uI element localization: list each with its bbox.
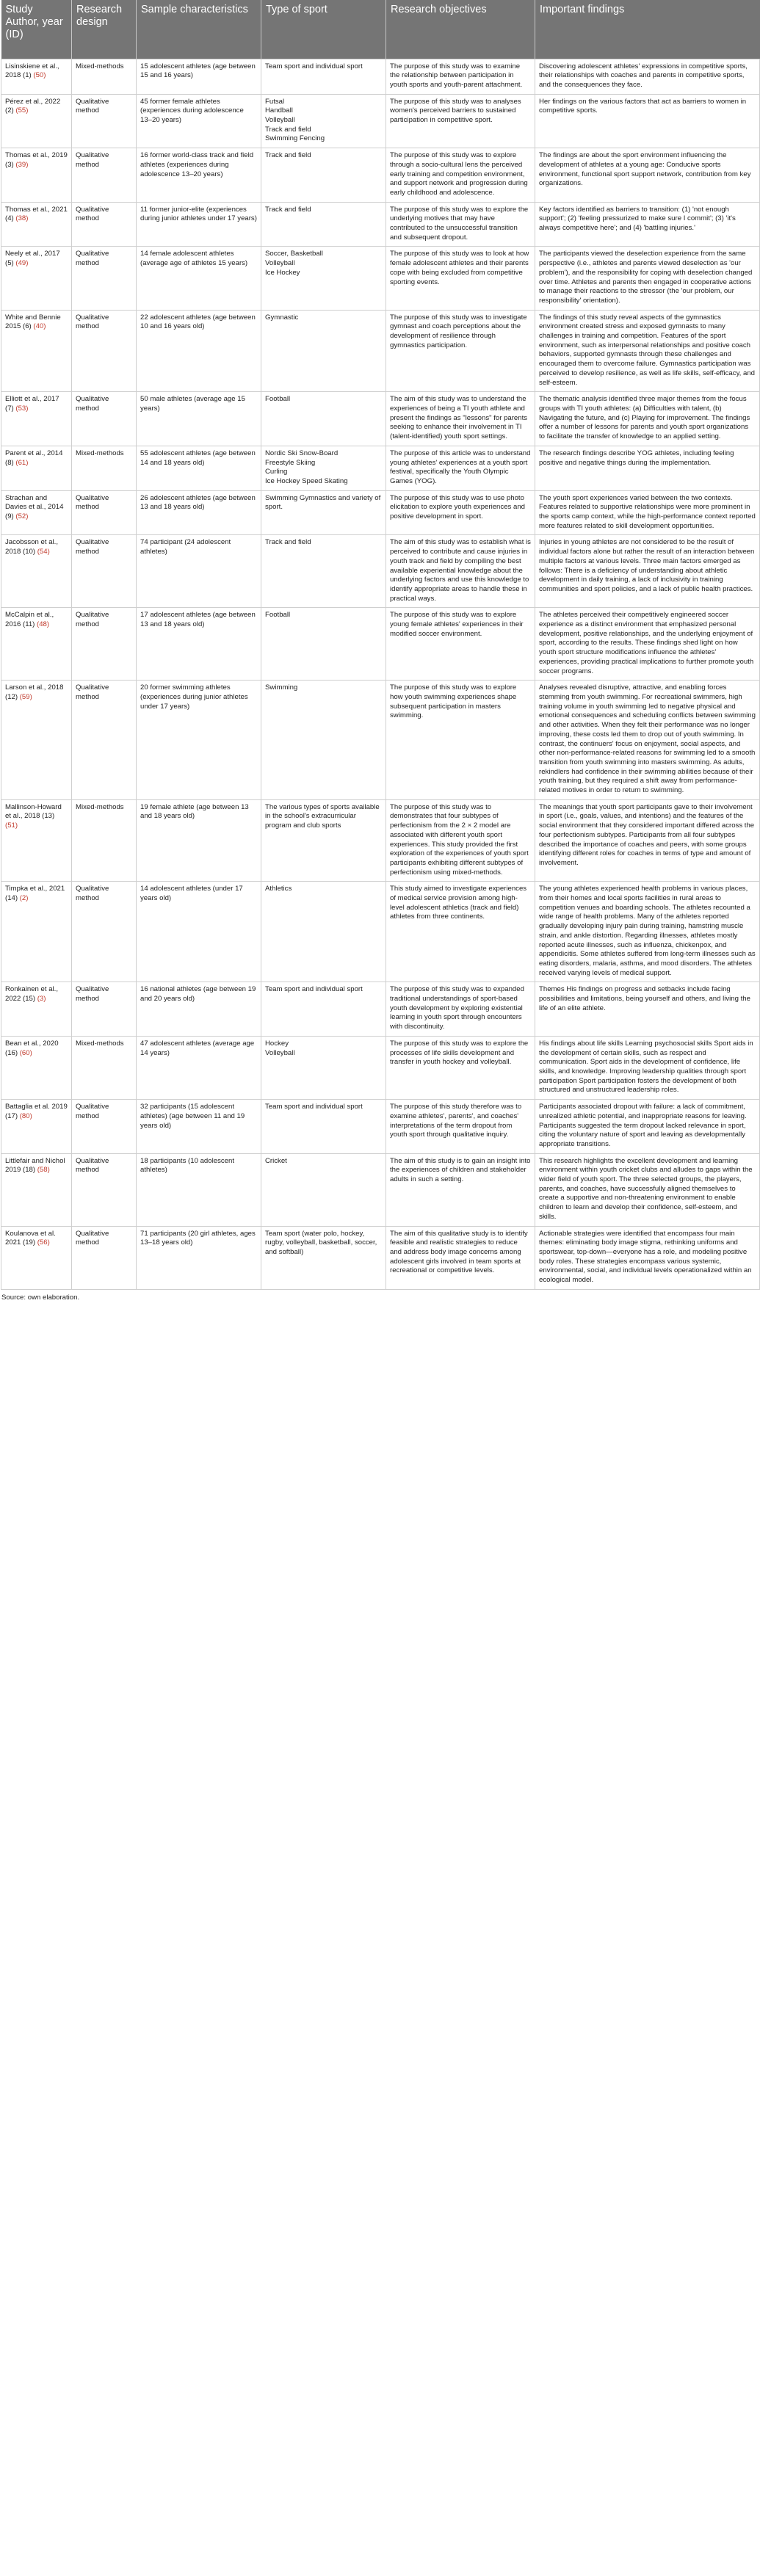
cell-design: Qualitative method	[72, 1226, 137, 1289]
reference-link[interactable]: (60)	[19, 1048, 32, 1057]
cell-sport	[261, 1226, 386, 1289]
header-sport: Type of sport	[261, 0, 386, 59]
cell-sport	[261, 681, 386, 799]
reference-link[interactable]: (2)	[19, 894, 29, 903]
cell-objective: This study aimed to investigate experiences of medical service provision among high-level adolescent athletics (track and field) athletes from three continents.	[386, 882, 535, 982]
cell-sport	[261, 608, 386, 681]
cell-sample: 50 male athletes (average age 15 years)	[137, 392, 261, 446]
sport-item: Swimming Fencing	[265, 134, 325, 143]
cell-author	[1, 247, 72, 310]
cell-design: Mixed-methods	[72, 1036, 137, 1099]
cell-findings: The young athletes experienced health problems in various places, from their homes and local sports facilities in rural areas to competition venues and boarding schools. The athletes recounted a wide range of health problems. Many of the athletes reported gradually developing injury pain during training, hamstring muscle strain, and ankle distortion. Regarding illnesses, athletes mostly reported acute illnesses, such as influenza, chickenpox, and appendicitis. Some athletes suffered from long-term illnesses such as eating disorders, malaria, asthma, and mood disorders. The athletes received varying levels of medical support.	[535, 882, 760, 982]
sport-item: Ice Hockey Speed Skating	[265, 476, 348, 485]
cell-objective: The purpose of this article was to understand young athletes' experiences at a youth sport festival, specifically the Youth Olympic Games (YOG).	[386, 446, 535, 490]
sport-item: Swimming	[265, 683, 298, 692]
sport-item: Soccer, Basketball	[265, 250, 323, 258]
sport-item: Swimming Gymnastics and variety of sport.	[265, 493, 381, 512]
cell-sample: 17 adolescent athletes (age between 13 and 18 years old)	[137, 608, 261, 681]
cell-author	[1, 446, 72, 490]
cell-findings: The findings are about the sport environment influencing the development of athletes at a young age: Conducive sports environment, functional sport support network, contribution from key organizations.	[535, 148, 760, 203]
cell-objective: The purpose of this study was to examine the relationship between participation in youth sports and youth-parent attachment.	[386, 59, 535, 94]
sport-item: Gymnastic	[265, 313, 299, 322]
cell-objective: The purpose of this study was to explore the processes of life skills development and transfer in youth hockey and volleyball.	[386, 1036, 535, 1099]
source-note: Source: own elaboration.	[1, 1293, 80, 1302]
cell-sport	[261, 148, 386, 203]
reference-link[interactable]: (80)	[19, 1111, 32, 1120]
sport-item: Athletics	[265, 885, 292, 893]
author-text: Elliott et al., 2017 (7)	[5, 395, 59, 413]
cell-sample: 71 participants (20 girl athletes, ages 13–18 years old)	[137, 1226, 261, 1289]
table-row	[1, 1100, 760, 1154]
sport-item: Football	[265, 611, 291, 620]
cell-sample: 19 female athlete (age between 13 and 18 years old)	[137, 799, 261, 882]
cell-findings: The youth sport experiences varied between the two contexts. Features related to supportive relationships were more prominent in the sports camp context, while the high-performance context reported more features related to skill development opportunities.	[535, 490, 760, 535]
cell-objective: The purpose of this study was to investigate gymnast and coach perceptions about the development of resilience through gymnastics participation.	[386, 310, 535, 392]
cell-findings: The meanings that youth sport participants gave to their involvement in sport (i.e., goals, values, and intentions) and the features of the social environment that they considered important differed across the four perfectionism subtypes. Participants from all four subtypes described the importance of coaches and peers, with some groups identifying different roles for coaches in terms of type and amount of involvement.	[535, 799, 760, 882]
cell-sample: 16 national athletes (age between 19 and 20 years old)	[137, 982, 261, 1037]
author-text: Lisinskiene et al., 2018 (1)	[5, 62, 59, 80]
cell-sport	[261, 59, 386, 94]
reference-link[interactable]: (53)	[15, 404, 29, 413]
cell-sport	[261, 247, 386, 310]
cell-findings: Injuries in young athletes are not considered to be the result of individual factors alone but rather the result of an interaction between multiple factors at various levels. Three main factors emerged as follows: There is a deficiency of understanding about athletic development in daily training, a lack of inclusivity in training communities and sport policies, and a lack of public health practices.	[535, 535, 760, 608]
table-row	[1, 1036, 760, 1099]
cell-objective: The aim of this study was to understand the experiences of being a TI youth athlete and present the findings as "lessons" for parents seeking to enhance their involvement in TI (talent-identified) youth sport settings.	[386, 392, 535, 446]
cell-sample: 22 adolescent athletes (age between 10 and 16 years old)	[137, 310, 261, 392]
author-text: Strachan and Davies et al., 2014 (9)	[5, 493, 64, 521]
cell-findings: Her findings on the various factors that act as barriers to women in competitive sports.	[535, 94, 760, 148]
cell-author	[1, 392, 72, 446]
author-text: Bean et al., 2020 (16)	[5, 1039, 59, 1057]
sport-item: Cricket	[265, 1156, 287, 1165]
cell-findings: Key factors identified as barriers to transition: (1) 'not enough support'; (2) 'feeling pressurized to make sure I commit'; (3) 'it's always competitive here'; and (4) 'battling injuries.'	[535, 202, 760, 247]
table-row	[1, 1153, 760, 1226]
reference-link[interactable]: (59)	[19, 692, 32, 701]
cell-objective: The purpose of this study was to use photo elicitation to explore youth experiences and positive development in sport.	[386, 490, 535, 535]
reference-link[interactable]: (54)	[37, 548, 50, 556]
sport-item: Track and field	[265, 151, 311, 160]
header-findings: Important findings	[535, 0, 760, 59]
sport-item: Track and field	[265, 125, 311, 134]
cell-sport	[261, 982, 386, 1037]
author-text: Battaglia et al. 2019 (17)	[5, 1103, 68, 1120]
reference-link[interactable]: (50)	[33, 71, 46, 80]
cell-author	[1, 94, 72, 148]
cell-sport	[261, 535, 386, 608]
sport-item: Volleyball	[265, 1048, 295, 1057]
table-header	[1, 0, 760, 59]
sport-item: Team sport and individual sport	[265, 985, 363, 994]
cell-sample: 18 participants (10 adolescent athletes)	[137, 1153, 261, 1226]
author-text: Ronkainen et al., 2022 (15)	[5, 985, 58, 1004]
author-text: McCalpin et al., 2016 (11)	[5, 611, 54, 629]
author-text: White and Bennie 2015 (6)	[5, 313, 61, 331]
cell-sport	[261, 882, 386, 982]
table-body	[1, 59, 760, 1289]
table-row	[1, 882, 760, 982]
table-row	[1, 681, 760, 799]
cell-sport	[261, 490, 386, 535]
author-text: Koulanova et al. 2021 (19)	[5, 1229, 56, 1247]
cell-author	[1, 59, 72, 94]
header-row	[1, 0, 760, 59]
reference-link[interactable]: (52)	[15, 512, 29, 521]
table-row	[1, 247, 760, 310]
cell-sport	[261, 310, 386, 392]
table-row	[1, 982, 760, 1037]
sport-item: Volleyball	[265, 259, 295, 268]
sport-item: Hockey	[265, 1039, 289, 1048]
cell-author	[1, 1226, 72, 1289]
table-row	[1, 446, 760, 490]
sport-item: Track and field	[265, 538, 311, 547]
cell-objective: The aim of this study is to gain an insight into the experiences of children and stakeholder adults in such a setting.	[386, 1153, 535, 1226]
cell-sport	[261, 446, 386, 490]
cell-design: Qualitative method	[72, 148, 137, 203]
cell-author	[1, 882, 72, 982]
cell-objective: The purpose of this study was to explore young female athletes' experiences in their modified soccer environment.	[386, 608, 535, 681]
cell-objective: The aim of this qualitative study is to identify feasible and realistic strategies to reduce and address body image concerns among adolescent girls involved in team sports at recreational or competitive levels.	[386, 1226, 535, 1289]
author-text: Littlefair and Nichol 2019 (18)	[5, 1156, 65, 1175]
cell-author	[1, 148, 72, 203]
cell-author	[1, 1153, 72, 1226]
cell-sport	[261, 392, 386, 446]
cell-sport	[261, 799, 386, 882]
cell-design: Qualitative method	[72, 982, 137, 1037]
sport-item: Freestyle Skiing	[265, 458, 316, 467]
table-row	[1, 94, 760, 148]
cell-author	[1, 982, 72, 1037]
header-design: Research design	[72, 0, 137, 59]
cell-author	[1, 490, 72, 535]
sport-item: Curling	[265, 468, 288, 476]
cell-findings: The findings of this study reveal aspects of the gymnastics environment created stress and exposed gymnasts to many challenges in training and competition. Features of the sport environment, such as interpersonal relationships and positive coach behaviors, supported gymnasts through these challenges and encouraged them to overcome failure. Gymnastics participation was perceived to develop resilience, as well as life skills, self-efficacy, and self-esteem.	[535, 310, 760, 392]
cell-design: Qualitative method	[72, 247, 137, 310]
header-sample: Sample characteristics	[137, 0, 261, 59]
table-row	[1, 490, 760, 535]
cell-design: Qualitative method	[72, 202, 137, 247]
cell-sample: 55 adolescent athletes (age between 14 and 18 years old)	[137, 446, 261, 490]
author-text: Parent et al., 2014 (8)	[5, 449, 63, 467]
cell-objective: The purpose of this study was to explore how youth swimming experiences shape subsequent participation in masters swimming.	[386, 681, 535, 799]
cell-author	[1, 202, 72, 247]
cell-findings: This research highlights the excellent development and learning environment within youth cricket clubs and alludes to gaps within the wider field of youth sport. The three selected groups, the players, parents, and coaches, have successfully aligned themselves to create a supportive and non-threatening environment to enable children to learn and develop their confidence, self-esteem, and skills.	[535, 1153, 760, 1226]
author-text: Larson et al., 2018 (12)	[5, 683, 64, 701]
table-row	[1, 1226, 760, 1289]
cell-sample: 11 former junior-elite (experiences during junior athletes under 17 years)	[137, 202, 261, 247]
cell-sport	[261, 94, 386, 148]
sport-item: Nordic Ski Snow-Board	[265, 449, 339, 457]
cell-sample: 74 participant (24 adolescent athletes)	[137, 535, 261, 608]
reference-link[interactable]: (55)	[15, 106, 29, 115]
cell-sample: 14 adolescent athletes (under 17 years old)	[137, 882, 261, 982]
cell-findings: Analyses revealed disruptive, attractive, and enabling forces stemming from youth swimming. For recreational swimmers, high training volume in youth swimming led to negative physical and emotional consequences and scheduling conflicts between swimming and other activities. When they felt their performance was no longer improving, these costs led them to drop out of youth swimming. In contrast, the continuers' focus on enjoyment, social aspects, and other non-performance-related reasons for swimming led to a smooth transition from youth swimming into masters swimming. As adults, rekindlers had confidence in their swimming abilities because of their youth training, but they required a shift away from performance-related motives in order to return to swimming.	[535, 681, 760, 799]
cell-objective: The purpose of this study was to analyses women's perceived barriers to sustained participation in competitive sport.	[386, 94, 535, 148]
cell-design: Qualitative method	[72, 310, 137, 392]
sport-item: Team sport and individual sport	[265, 1103, 363, 1111]
reference-link[interactable]: (48)	[37, 620, 50, 629]
author-text: Pérez et al., 2022 (2)	[5, 97, 61, 115]
table-row	[1, 392, 760, 446]
cell-findings: The participants viewed the deselection experience from the same perspective (i.e., athletes and parents viewed deselection as 'our problem'), and the responsibility for coping with deselection changed over time. Athletes and parents then engaged in cooperative actions to manage their reactions to the stressor (the 'our problem, our responsibility' orientation).	[535, 247, 760, 310]
reference-link[interactable]: (58)	[37, 1166, 50, 1175]
cell-sample: 16 former world-class track and field athletes (experiences during adolescence 13–20 years)	[137, 148, 261, 203]
cell-design: Qualitative method	[72, 1153, 137, 1226]
author-text: Thomas et al., 2021 (4)	[5, 205, 68, 223]
cell-findings: The thematic analysis identified three major themes from the focus groups with TI youth athletes: (a) Difficulties with talent, (b) Navigating the future, and (c) Playing for improvement. The findings offer a number of lessons for parents and youth sport organizations to facilitate the transfer of knowledge to an applied setting.	[535, 392, 760, 446]
sport-item: Handball	[265, 106, 293, 115]
author-text: Timpka et al., 2021 (14)	[5, 885, 65, 903]
header-objectives: Research objectives	[386, 0, 535, 59]
cell-objective: The purpose of this study was to explore the underlying motives that may have contributed to the unsuccessful transition and subsequent dropout.	[386, 202, 535, 247]
author-text: Neely et al., 2017 (5)	[5, 250, 60, 268]
cell-design: Mixed-methods	[72, 59, 137, 94]
table-row	[1, 799, 760, 882]
cell-objective: The purpose of this study was to look at how female adolescent athletes and their parents cope with being excluded from competitive sporting events.	[386, 247, 535, 310]
table-row	[1, 310, 760, 392]
studies-table	[1, 0, 760, 1290]
reference-link[interactable]: (39)	[15, 160, 29, 169]
reference-link[interactable]: (40)	[33, 322, 46, 331]
sport-item: Volleyball	[265, 116, 295, 125]
cell-design: Qualitative method	[72, 94, 137, 148]
reference-link[interactable]: (56)	[37, 1238, 50, 1247]
cell-author	[1, 608, 72, 681]
table-row	[1, 202, 760, 247]
cell-design: Qualitative method	[72, 1100, 137, 1154]
cell-sample: 15 adolescent athletes (age between 15 and 16 years)	[137, 59, 261, 94]
cell-findings: The research findings describe YOG athletes, including feeling positive and negative things during the implementation.	[535, 446, 760, 490]
sport-item: Track and field	[265, 205, 311, 214]
cell-sport	[261, 1036, 386, 1099]
cell-findings: The athletes perceived their competitively engineered soccer experience as a distinct environment that emphasized personal development, positive relationships, and the underlying enjoyment of sport, according to the results. These findings shed light on how youth sport structure modifications influence the athletes' experiences, providing practical implications to further promote youth soccer programs.	[535, 608, 760, 681]
cell-objective: The purpose of this study was to demonstrates that four subtypes of perfectionism from the 2 × 2 model are associated with different youth sport experiences. This study provided the first exploration of the experiences of youth sport participants exhibiting different subtypes of perfectionism using mixed-methods.	[386, 799, 535, 882]
author-text: Jacobsson et al., 2018 (10)	[5, 538, 58, 556]
sport-item: Team sport (water polo, hockey, rugby, volleyball, basketball, soccer, and softball)	[265, 1229, 377, 1256]
sport-item: The various types of sports available in the school's extracurricular program and club sports	[265, 802, 380, 830]
cell-findings: Actionable strategies were identified that encompass four main themes: eliminating body image stigma, rethinking uniforms and sportswear, top-down—everyone has a role, and modeling positive body roles. These strategies encompass various systemic, environmental, social, and individual levels operationalized within an ecological model.	[535, 1226, 760, 1289]
cell-findings: Participants associated dropout with failure: a lack of commitment, unrealized athletic potential, and inappropriate reasons for leaving. Participants suggested the term dropout lacked relevance in sport, citing the voluntary nature of sport and leaving as developmentally appropriate transitions.	[535, 1100, 760, 1154]
cell-author	[1, 681, 72, 799]
sport-item: Team sport and individual sport	[265, 62, 363, 70]
reference-link[interactable]: (3)	[37, 995, 46, 1004]
cell-sample: 32 participants (15 adolescent athletes) (age between 11 and 19 years old)	[137, 1100, 261, 1154]
cell-objective: The purpose of this study was to explore through a socio-cultural lens the perceived early training and competition environment, and support network and progression during early childhood and adolescence.	[386, 148, 535, 203]
cell-author	[1, 1100, 72, 1154]
cell-design: Qualitative method	[72, 681, 137, 799]
cell-sport	[261, 202, 386, 247]
cell-sample: 14 female adolescent athletes (average age of athletes 15 years)	[137, 247, 261, 310]
cell-author	[1, 1036, 72, 1099]
cell-design: Qualitative method	[72, 882, 137, 982]
cell-design: Qualitative method	[72, 608, 137, 681]
cell-author	[1, 535, 72, 608]
sport-item: Football	[265, 395, 291, 404]
cell-sample: 20 former swimming athletes (experiences during junior athletes under 17 years)	[137, 681, 261, 799]
table-row	[1, 535, 760, 608]
author-text: Thomas et al., 2019 (3)	[5, 151, 68, 169]
sport-item: Futsal	[265, 97, 285, 106]
cell-design: Mixed-methods	[72, 799, 137, 882]
reference-link[interactable]: (38)	[15, 214, 29, 223]
author-text: Mallinson-Howard et al., 2018 (13)	[5, 802, 62, 821]
cell-sample: 47 adolescent athletes (average age 14 years)	[137, 1036, 261, 1099]
cell-design: Qualitative method	[72, 490, 137, 535]
cell-sample: 26 adolescent athletes (age between 13 and 18 years old)	[137, 490, 261, 535]
cell-findings: Themes His findings on progress and setbacks include facing possibilities and limitations, being yourself and others, and living the life of an elite athlete.	[535, 982, 760, 1037]
cell-findings: Discovering adolescent athletes' expressions in competitive sports, their relationships with coaches and parents in competitive sports, and the consequences they face.	[535, 59, 760, 94]
table-row	[1, 59, 760, 94]
cell-author	[1, 310, 72, 392]
cell-design: Mixed-methods	[72, 446, 137, 490]
cell-findings: His findings about life skills Learning psychosocial skills Sport aids in the development of certain skills, such as respect and communication. Sport aids in the development of confidence, life skills, and knowledge. Improving leadership qualities through sport participation Sport participation fosters the development of both structured and unstructured leadership roles.	[535, 1036, 760, 1099]
cell-objective: The purpose of this study was to expanded traditional understandings of sport-based youth development by exploring existential learning in youth sport through encounters with discontinuity.	[386, 982, 535, 1037]
sport-item: Ice Hockey	[265, 268, 300, 277]
cell-sport	[261, 1100, 386, 1154]
cell-design: Qualitative method	[72, 535, 137, 608]
cell-objective: The aim of this study was to establish what is perceived to contribute and cause injuries in youth track and field by compiling the best available experiential knowledge about the underlying factors and use this knowledge to identify appropriate areas to handle these in practical ways.	[386, 535, 535, 608]
header-author: Study Author, year (ID)	[1, 0, 72, 59]
reference-link[interactable]: (51)	[5, 821, 18, 830]
reference-link[interactable]: (49)	[15, 259, 29, 268]
table-row	[1, 608, 760, 681]
cell-sport	[261, 1153, 386, 1226]
cell-author	[1, 799, 72, 882]
cell-sample: 45 former female athletes (experiences during adolescence 13–20 years)	[137, 94, 261, 148]
reference-link[interactable]: (61)	[15, 458, 29, 467]
cell-objective: The purpose of this study therefore was to examine athletes', parents', and coaches' interpretations of the term dropout from youth sport through qualitative inquiry.	[386, 1100, 535, 1154]
table-row	[1, 148, 760, 203]
cell-design: Qualitative method	[72, 392, 137, 446]
